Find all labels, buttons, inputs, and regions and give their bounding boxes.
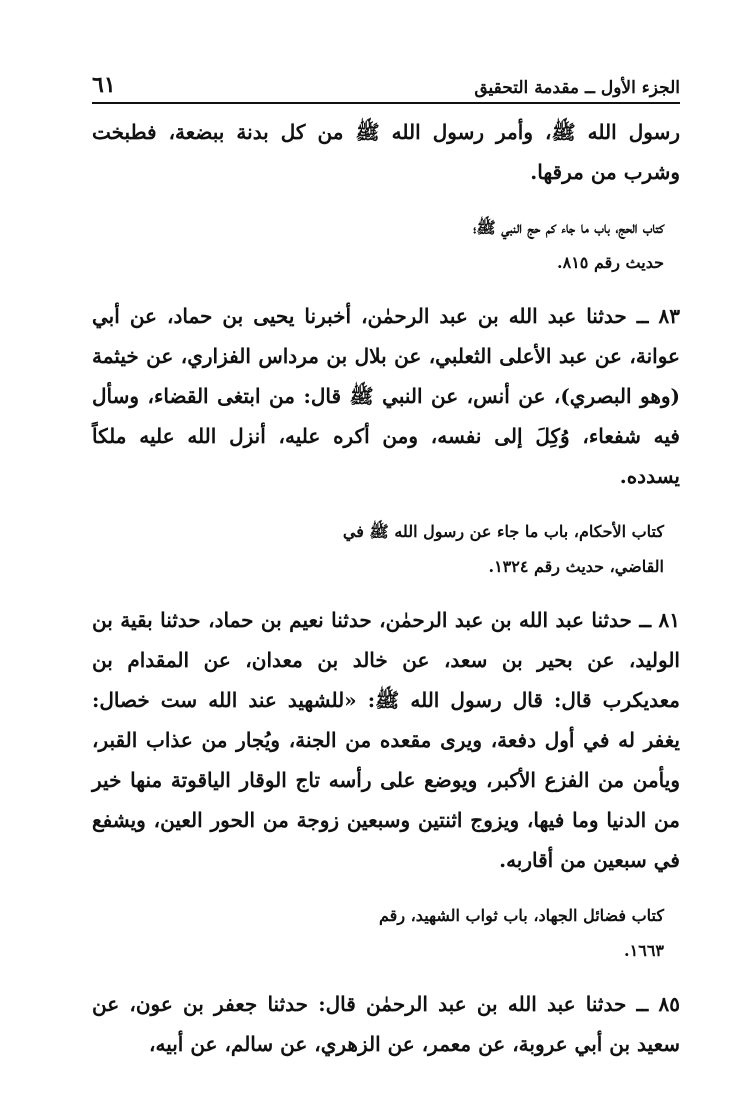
running-title: الجزء الأول ــ مقدمة التحقيق [474,78,680,98]
hadith-paragraph: ٨١ ــ حدثنا عبد الله بن عبد الرحمٰن، حدثنا نعيم بن حماد، حدثنا بقية بن الوليد، عن بحير بن سعد، عن خالد بن معدان، عن المقدام بن معديكرب قال: قال رسول الله ﷺ: «للشهيد عند الله ست خصال: يغفر له في أول دفعة، ويرى مقعده من الجنة، ويُجار من عذاب القبر، ويأمن من الفزع الأكبر، ويوضع على رأسه تاج الوقار الياقوتة منها خير من الدنيا وما فيها، ويزوج اثنتين وسبعين زوجة من الحور العين، ويشفع في سبعين من أقاربه. [92,608,680,872]
hadith-paragraph: ٨٥ ــ حدثنا عبد الله بن عبد الرحمٰن قال: حدثنا جعفر بن عون، عن سعيد بن أبي عروبة، عن معمر، عن الزهري، عن سالم، عن أبيه، [92,992,680,1056]
reference-line: ١٦٦٣. [624,941,664,960]
page-number: ٦١ [92,72,116,98]
hadith-paragraph: ٨٣ ــ حدثنا عبد الله بن عبد الرحمٰن، أخبرنا يحيى بن حماد، عن أبي عوانة، عن عبد الأعلى الثعلبي، عن بلال بن مرداس الفزاري، عن خيثمة (وهو البصري)، عن أنس، عن النبي ﷺ قال: من ابتغى القضاء، وسأل فيه شفعاء، وُكِلَ إلى نفسه، ومن أكره عليه، أنزل الله عليه ملكاً يسدده. [92,304,680,488]
running-header [92,70,680,104]
paragraph-continuation: رسول الله ﷺ، وأمر رسول الله ﷺ من كل بدنة ببضعة، فطبخت وشرب من مرقها. [92,120,680,184]
reference-line: القاضي، حديث رقم ١٣٢٤. [488,557,664,576]
reference-note [92,898,680,968]
reference-note [92,210,680,280]
reference-note [92,514,680,584]
reference-line: حديث رقم ٨١٥. [557,253,664,272]
reference-line: كتاب الحج، باب ما جاء كم حج النبي ﷺ؛ [473,218,664,237]
reference-line: كتاب فضائل الجهاد، باب ثواب الشهيد، رقم [379,906,664,925]
reference-line: كتاب الأحكام، باب ما جاء عن رسول الله ﷺ في [342,522,664,541]
